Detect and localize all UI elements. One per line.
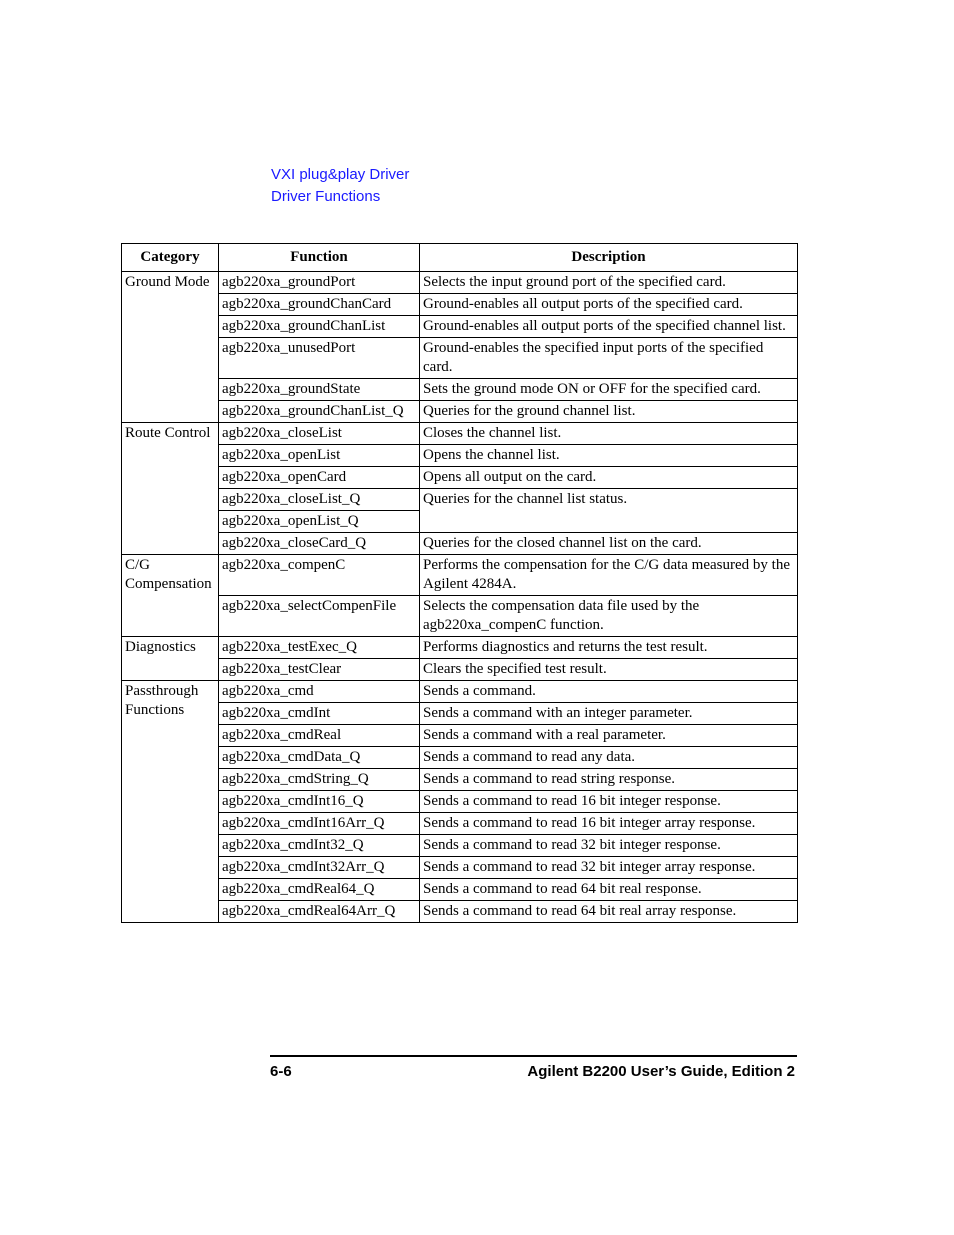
footer-divider bbox=[270, 1055, 797, 1057]
category-cell: Passthrough Functions bbox=[122, 681, 219, 923]
description-cell: Ground-enables all output ports of the specified channel list. bbox=[420, 316, 798, 338]
table-row bbox=[122, 879, 798, 901]
table-row bbox=[122, 533, 798, 555]
breadcrumb-link-functions[interactable]: Driver Functions bbox=[271, 188, 381, 205]
description-cell: Performs the compensation for the C/G data measured by the Agilent 4284A. bbox=[420, 555, 798, 596]
table-header-row bbox=[122, 244, 798, 272]
table-row bbox=[122, 659, 798, 681]
table-row bbox=[122, 703, 798, 725]
footer-title: Agilent B2200 User’s Guide, Edition 2 bbox=[527, 1063, 795, 1080]
function-cell: agb220xa_openList_Q bbox=[219, 511, 420, 533]
function-cell: agb220xa_closeList bbox=[219, 423, 420, 445]
description-cell: Sends a command to read 16 bit integer response. bbox=[420, 791, 798, 813]
function-cell: agb220xa_cmdInt32Arr_Q bbox=[219, 857, 420, 879]
description-cell: Sends a command to read 64 bit real response. bbox=[420, 879, 798, 901]
function-cell: agb220xa_testClear bbox=[219, 659, 420, 681]
function-cell: agb220xa_cmdInt32_Q bbox=[219, 835, 420, 857]
table-row bbox=[122, 489, 798, 511]
function-cell: agb220xa_groundChanList bbox=[219, 316, 420, 338]
function-cell: agb220xa_openCard bbox=[219, 467, 420, 489]
header-category: Category bbox=[122, 244, 219, 272]
description-cell: Opens all output on the card. bbox=[420, 467, 798, 489]
description-cell: Sends a command to read 32 bit integer response. bbox=[420, 835, 798, 857]
function-cell: agb220xa_cmdData_Q bbox=[219, 747, 420, 769]
description-cell: Queries for the channel list status. bbox=[420, 489, 798, 533]
function-cell: agb220xa_groundChanList_Q bbox=[219, 401, 420, 423]
description-cell: Sets the ground mode ON or OFF for the specified card. bbox=[420, 379, 798, 401]
table-row bbox=[122, 769, 798, 791]
breadcrumb bbox=[271, 164, 409, 208]
description-cell: Sends a command to read string response. bbox=[420, 769, 798, 791]
category-cell: Diagnostics bbox=[122, 637, 219, 681]
function-cell: agb220xa_cmdInt bbox=[219, 703, 420, 725]
table-row bbox=[122, 445, 798, 467]
description-cell: Ground-enables all output ports of the specified card. bbox=[420, 294, 798, 316]
description-cell: Performs diagnostics and returns the test result. bbox=[420, 637, 798, 659]
table-row bbox=[122, 747, 798, 769]
table-row bbox=[122, 467, 798, 489]
table-row bbox=[122, 725, 798, 747]
header-function: Function bbox=[219, 244, 420, 272]
driver-functions-table bbox=[121, 243, 798, 923]
description-cell: Opens the channel list. bbox=[420, 445, 798, 467]
table-row bbox=[122, 316, 798, 338]
function-cell: agb220xa_cmdReal64Arr_Q bbox=[219, 901, 420, 923]
table-row bbox=[122, 637, 798, 659]
description-cell: Sends a command to read 64 bit real array response. bbox=[420, 901, 798, 923]
table-row bbox=[122, 857, 798, 879]
function-cell: agb220xa_selectCompenFile bbox=[219, 596, 420, 637]
table-row bbox=[122, 835, 798, 857]
description-cell: Ground-enables the specified input ports of the specified card. bbox=[420, 338, 798, 379]
function-cell: agb220xa_testExec_Q bbox=[219, 637, 420, 659]
function-cell: agb220xa_groundState bbox=[219, 379, 420, 401]
header-description: Description bbox=[420, 244, 798, 272]
function-cell: agb220xa_groundPort bbox=[219, 272, 420, 294]
description-cell: Sends a command with an integer parameter. bbox=[420, 703, 798, 725]
function-cell: agb220xa_groundChanCard bbox=[219, 294, 420, 316]
function-cell: agb220xa_cmdInt16_Q bbox=[219, 791, 420, 813]
description-cell: Closes the channel list. bbox=[420, 423, 798, 445]
page-number: 6-6 bbox=[270, 1063, 292, 1080]
table-row bbox=[122, 901, 798, 923]
description-cell: Sends a command with a real parameter. bbox=[420, 725, 798, 747]
function-cell: agb220xa_closeCard_Q bbox=[219, 533, 420, 555]
table-row bbox=[122, 555, 798, 596]
function-cell: agb220xa_unusedPort bbox=[219, 338, 420, 379]
function-cell: agb220xa_compenC bbox=[219, 555, 420, 596]
function-cell: agb220xa_cmdString_Q bbox=[219, 769, 420, 791]
function-cell: agb220xa_cmdReal bbox=[219, 725, 420, 747]
table-row bbox=[122, 401, 798, 423]
table-body bbox=[122, 272, 798, 923]
category-cell: Route Control bbox=[122, 423, 219, 555]
description-cell: Sends a command to read 16 bit integer array response. bbox=[420, 813, 798, 835]
function-cell: agb220xa_cmdReal64_Q bbox=[219, 879, 420, 901]
table-row bbox=[122, 596, 798, 637]
table-row bbox=[122, 813, 798, 835]
function-cell: agb220xa_openList bbox=[219, 445, 420, 467]
function-cell: agb220xa_cmd bbox=[219, 681, 420, 703]
table-row bbox=[122, 379, 798, 401]
breadcrumb-link-driver[interactable]: VXI plug&play Driver bbox=[271, 166, 410, 183]
description-cell: Sends a command to read 32 bit integer array response. bbox=[420, 857, 798, 879]
description-cell: Queries for the ground channel list. bbox=[420, 401, 798, 423]
description-cell: Sends a command. bbox=[420, 681, 798, 703]
category-cell: C/G Compensation bbox=[122, 555, 219, 637]
table-row bbox=[122, 294, 798, 316]
description-cell: Sends a command to read any data. bbox=[420, 747, 798, 769]
table-row bbox=[122, 272, 798, 294]
function-cell: agb220xa_cmdInt16Arr_Q bbox=[219, 813, 420, 835]
description-cell: Clears the specified test result. bbox=[420, 659, 798, 681]
table-row bbox=[122, 338, 798, 379]
description-cell: Queries for the closed channel list on the card. bbox=[420, 533, 798, 555]
category-cell: Ground Mode bbox=[122, 272, 219, 423]
description-cell: Selects the input ground port of the specified card. bbox=[420, 272, 798, 294]
table-row bbox=[122, 423, 798, 445]
function-cell: agb220xa_closeList_Q bbox=[219, 489, 420, 511]
table-row bbox=[122, 791, 798, 813]
table-row bbox=[122, 681, 798, 703]
description-cell: Selects the compensation data file used by the agb220xa_compenC function. bbox=[420, 596, 798, 637]
